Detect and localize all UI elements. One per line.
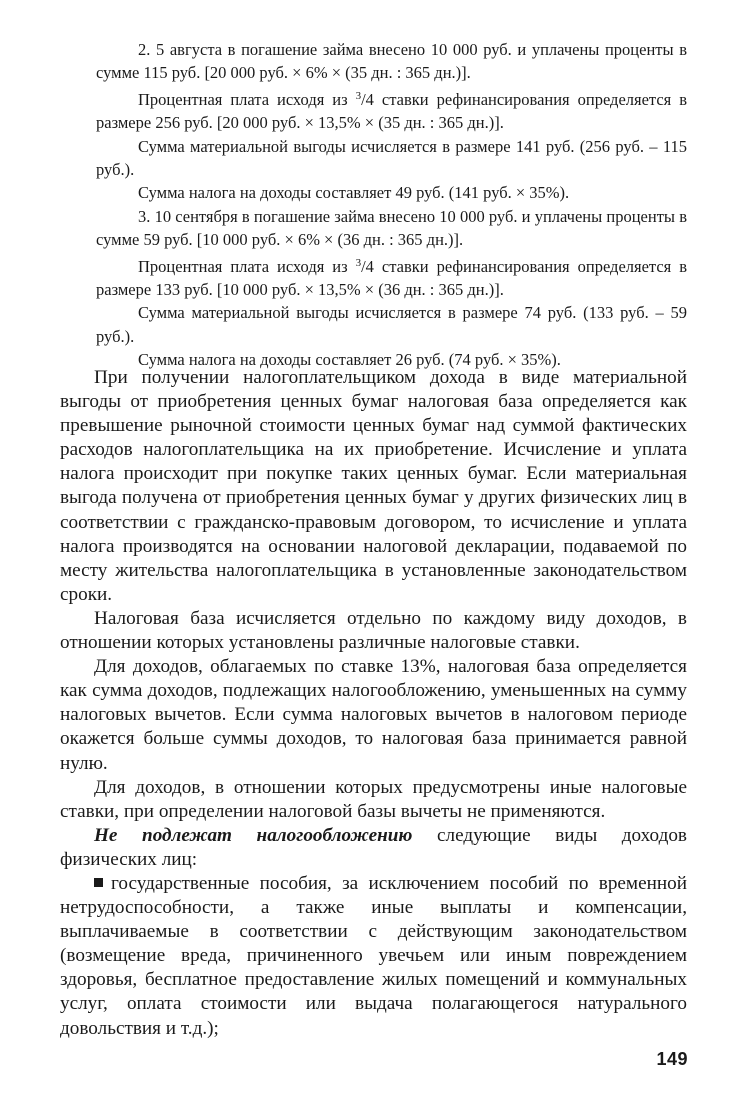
- body-paragraph: При получении налогоплательщиком дохода в виде материальной выгоды от приобретения ценных бумаг налоговая база определяется как превышение рыночной стоимости ценных бумаг над суммой фактических расходов налогоплательщика на их приобретение. Исчисление и уплата налога происходит при покупке таких ценных бумаг. Если материальная выгода получена от приобретения ценных бумаг у других физических лиц в соответствии с гражданско-правовым договором, то исчисление и уплата налога производятся на основании налоговой декларации, подаваемой по месту жительства налогоплательщика в установленные законодательством сроки.: [60, 367, 687, 605]
- page-number: 149: [656, 1049, 688, 1069]
- example-text: 2. 5 августа в погашение займа внесено 10 000 руб. и уплачены проценты в сумме 115 руб. [20 000 руб. × 6% × (35 дн. : 365 дн.)].: [96, 40, 687, 83]
- example-text: Сумма налога на доходы составляет 26 руб. (74 руб. × 35%).: [138, 350, 561, 370]
- main-text: [60, 366, 687, 1041]
- bullet-list-item: [60, 872, 687, 1041]
- body-paragraph: Налоговая база исчисляется отдельно по каждому виду доходов, в отношении которых установлены различные налоговые ставки.: [60, 607, 687, 654]
- example-paragraph: [96, 85, 687, 135]
- example-text: ставки рефинансирования определяется в размере 133 руб. [10 000 руб. × 13,5% × (36 дн. : 365 дн.)].: [96, 256, 687, 300]
- example-block: [96, 38, 687, 372]
- example-paragraph: [96, 38, 687, 85]
- example-paragraph: [96, 205, 687, 252]
- example-text: 3. 10 сентября в погашение займа внесено 10 000 руб. и уплачены проценты в сумме 59 руб. [10 000 руб. × 6% × (36 дн. : 365 дн.)].: [96, 206, 687, 250]
- example-paragraph: [96, 301, 687, 348]
- emphasis-text: Не подлежат налогообложению: [94, 824, 413, 846]
- example-text: Процентная плата исходя из: [138, 89, 356, 109]
- example-paragraph: [96, 252, 687, 302]
- body-paragraph: [60, 824, 687, 872]
- example-paragraph: [96, 135, 687, 182]
- example-text: ставки рефинансирования определяется в размере 256 руб. [20 000 руб. × 13,5% × (35 дн. : 365 дн.)].: [96, 89, 687, 133]
- fraction-denominator: /4: [361, 89, 374, 109]
- fraction-denominator: /4: [361, 256, 374, 276]
- example-text: Сумма налога на доходы составляет 49 руб. (141 руб. × 35%).: [138, 183, 570, 203]
- body-paragraph: Для доходов, облагаемых по ставке 13%, налоговая база определяется как сумма доходов, подлежащих налогообложению, уменьшенных на сумму налоговых вычетов. Если сумма налоговых вычетов в налоговом периоде окажется больше суммы доходов, то налоговая база принимается равной нулю.: [60, 656, 687, 774]
- fraction-numerator: 3: [355, 256, 362, 269]
- example-paragraph: [96, 181, 687, 204]
- square-bullet-icon: [94, 878, 103, 887]
- example-text: Сумма материальной выгоды исчисляется в размере 74 руб. (133 руб. – 59 руб.).: [96, 303, 687, 346]
- example-text: Процентная плата исходя из: [138, 256, 356, 276]
- body-text: следующие виды доходов физических лиц:: [60, 824, 687, 870]
- example-text: Сумма материальной выгоды исчисляется в размере 141 руб. (256 руб. – 115 руб.).: [96, 136, 687, 180]
- fraction-numerator: 3: [355, 89, 362, 102]
- body-paragraph: Для доходов, в отношении которых предусмотрены иные налоговые ставки, при определении налоговой базы вычеты не применяются.: [60, 776, 687, 822]
- bullet-text: государственные пособия, за исключением пособий по временной нетрудоспособности, а также иные выплаты и компенсации, выплачиваемые в соответствии с действующим законодательством (возмещение вреда, причиненного увечьем или иным повреждением здоровья, бесплатное предоставление жилых помещений и коммунальных услуг, оплата стоимости или выдача полагающегося натурального довольствия и т.д.);: [60, 872, 687, 1039]
